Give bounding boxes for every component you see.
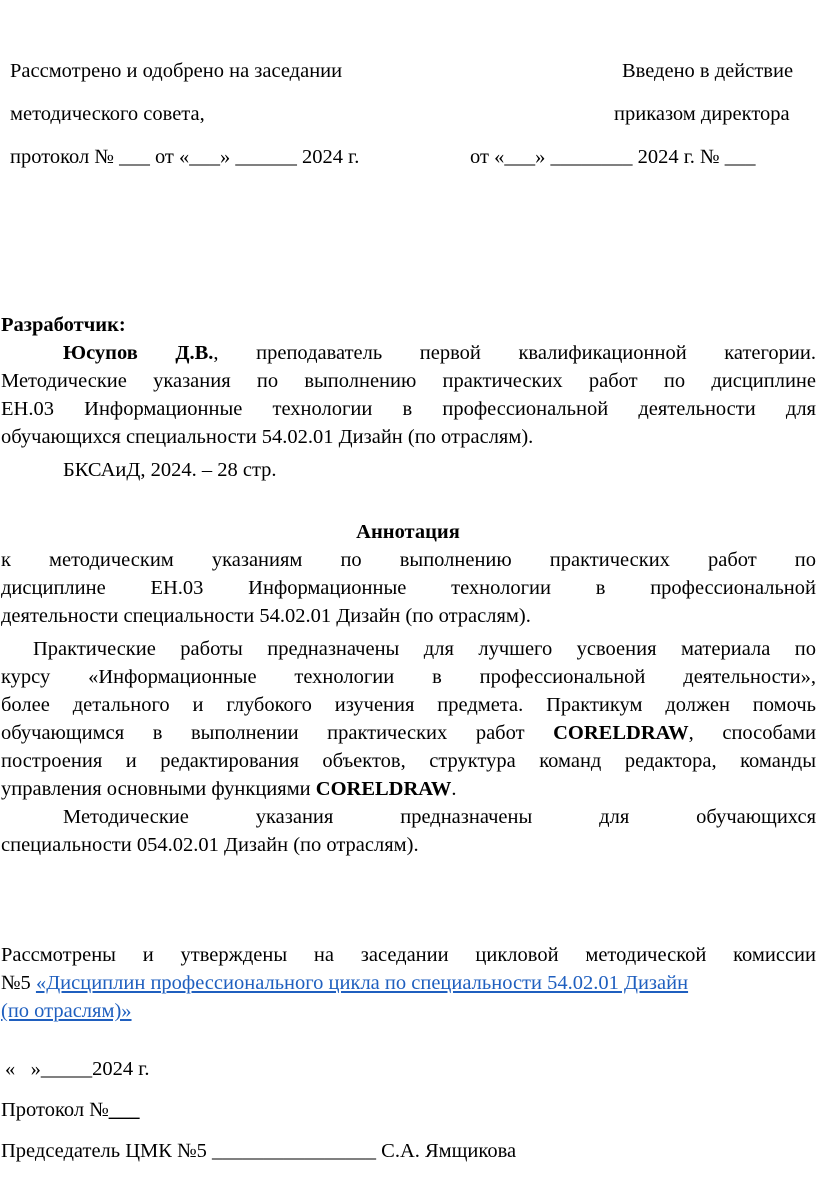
- annotation-p1-line2: дисциплине ЕН.03 Информационные технологии в профессиональной: [1, 577, 816, 599]
- developer-line4: обучающихся специальности 54.02.01 Дизайн (по отраслям).: [1, 426, 534, 448]
- approval-line2: №5 «Дисциплин профессионального цикла по специальности 54.02.01 Дизайн: [1, 972, 689, 994]
- annotation-p3-line1: Методические указания предназначены для обучающихся: [63, 806, 816, 828]
- annotation-p1-line3: деятельности специальности 54.02.01 Дизайн (по отраслям).: [1, 605, 531, 627]
- approval-date: « »_____2024 г.: [5, 1058, 150, 1080]
- developer-heading: Разработчик:: [1, 314, 126, 336]
- annotation-p2-line2: курсу «Информационные технологии в профессиональной деятельности»,: [1, 666, 816, 688]
- approval-left-line1: Рассмотрено и одобрено на заседании: [10, 60, 343, 82]
- annotation-p2-line5: построения и редактирования объектов, структура команд редактора, команды: [1, 750, 816, 772]
- enacted-right-line1: Введено в действие: [622, 60, 794, 82]
- coreldraw-bold-1: CORELDRAW: [553, 722, 689, 744]
- commission-link-cont[interactable]: (по отраслям)»: [1, 1000, 132, 1022]
- developer-name: Юсупов Д.В.: [63, 342, 214, 364]
- annotation-p1-line1: к методическим указаниям по выполнению практических работ по: [1, 549, 816, 571]
- approval-left-line3: протокол № ___ от «___» ______ 2024 г.: [10, 146, 360, 168]
- annotation-p2-line4: обучающимся в выполнении практических работ CORELDRAW, способами: [1, 722, 816, 744]
- annotation-p2-line6: управления основными функциями CORELDRAW.: [1, 778, 457, 800]
- commission-link[interactable]: «Дисциплин профессионального цикла по специальности 54.02.01 Дизайн: [35, 972, 689, 994]
- annotation-heading: Аннотация: [356, 521, 460, 543]
- enacted-right-line2: приказом директора: [614, 103, 790, 125]
- enacted-right-line3: от «___» ________ 2024 г. № ___: [470, 146, 756, 168]
- protocol-line: Протокол №___: [1, 1099, 140, 1121]
- annotation-p3-line2: специальности 054.02.01 Дизайн (по отраслям).: [1, 834, 419, 856]
- developer-line5: БКСАиД, 2024. – 28 стр.: [63, 459, 277, 481]
- protocol-blank: ___: [108, 1099, 140, 1121]
- approval-line1: Рассмотрены и утверждены на заседании цикловой методической комиссии: [1, 944, 816, 966]
- developer-line3: ЕН.03 Информационные технологии в профессиональной деятельности для: [1, 398, 816, 420]
- approval-line3: [1, 1000, 132, 1023]
- chair-line: Председатель ЦМК №5 ________________ С.А. Ямщикова: [1, 1140, 517, 1162]
- developer-line2: Методические указания по выполнению практических работ по дисциплине: [1, 370, 816, 392]
- coreldraw-bold-2: CORELDRAW: [315, 778, 452, 800]
- annotation-p2-line3: более детального и глубокого изучения предмета. Практикум должен помочь: [1, 694, 816, 716]
- developer-line1: Юсупов Д.В., преподаватель первой квалификационной категории.: [63, 342, 816, 364]
- approval-left-line2: методического совета,: [10, 103, 205, 125]
- annotation-p2-line1: Практические работы предназначены для лучшего усвоения материала по: [33, 638, 816, 660]
